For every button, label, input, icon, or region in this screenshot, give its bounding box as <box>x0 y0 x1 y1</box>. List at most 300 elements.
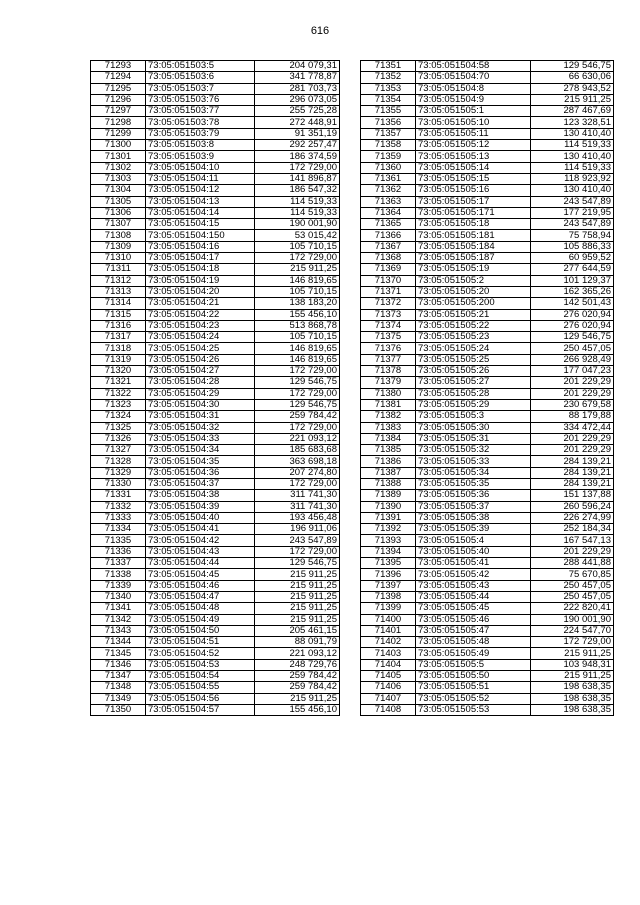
row-number-cell: 71315 <box>91 309 146 320</box>
row-number-cell: 71310 <box>91 253 146 264</box>
cadastral-number-cell: 73:05:051504:25 <box>146 343 255 354</box>
table-row <box>361 411 614 422</box>
row-number-cell: 71298 <box>91 117 146 128</box>
row-number-cell: 71359 <box>361 151 416 162</box>
cadastral-value-cell: 201 229,29 <box>531 388 614 399</box>
table-row <box>361 558 614 569</box>
cadastral-number-cell: 73:05:051504:11 <box>146 173 255 184</box>
cadastral-value-cell: 243 547,89 <box>255 535 340 546</box>
table-row <box>91 207 340 218</box>
cadastral-value-cell: 193 456,48 <box>255 512 340 523</box>
cadastral-value-cell: 190 001,90 <box>255 219 340 230</box>
row-number-cell: 71397 <box>361 580 416 591</box>
cadastral-value-cell: 277 644,59 <box>531 264 614 275</box>
table-row <box>91 298 340 309</box>
row-number-cell: 71348 <box>91 682 146 693</box>
cadastral-number-cell: 73:05:051504:57 <box>146 704 255 715</box>
table-row <box>361 478 614 489</box>
row-number-cell: 71325 <box>91 422 146 433</box>
cadastral-value-cell: 138 183,20 <box>255 298 340 309</box>
cadastral-value-cell: 141 896,87 <box>255 173 340 184</box>
cadastral-number-cell: 73:05:051505:30 <box>416 422 531 433</box>
cadastral-value-cell: 341 778,87 <box>255 72 340 83</box>
cadastral-number-cell: 73:05:051505:12 <box>416 140 531 151</box>
cadastral-value-cell: 215 911,25 <box>255 693 340 704</box>
cadastral-value-cell: 513 868,78 <box>255 320 340 331</box>
row-number-cell: 71349 <box>91 693 146 704</box>
row-number-cell: 71314 <box>91 298 146 309</box>
table-row <box>361 162 614 173</box>
table-row <box>91 558 340 569</box>
table-row <box>91 253 340 264</box>
cadastral-number-cell: 73:05:051505:47 <box>416 625 531 636</box>
cadastral-number-cell: 73:05:051504:24 <box>146 332 255 343</box>
table-row <box>361 546 614 557</box>
cadastral-number-cell: 73:05:051504:70 <box>416 72 531 83</box>
cadastral-number-cell: 73:05:051504:12 <box>146 185 255 196</box>
table-row <box>361 275 614 286</box>
table-row <box>91 535 340 546</box>
cadastral-number-cell: 73:05:051503:76 <box>146 94 255 105</box>
cadastral-value-cell: 172 729,00 <box>255 546 340 557</box>
table-row <box>361 241 614 252</box>
table-row <box>91 117 340 128</box>
cadastral-number-cell: 73:05:051505:1 <box>416 106 531 117</box>
table-row <box>91 625 340 636</box>
cadastral-value-cell: 198 638,35 <box>531 682 614 693</box>
cadastral-value-cell: 250 457,05 <box>531 343 614 354</box>
row-number-cell: 71388 <box>361 478 416 489</box>
cadastral-number-cell: 73:05:051504:19 <box>146 275 255 286</box>
cadastral-value-cell: 186 374,59 <box>255 151 340 162</box>
cadastral-value-cell: 88 179,88 <box>531 411 614 422</box>
row-number-cell: 71395 <box>361 558 416 569</box>
table-row <box>361 354 614 365</box>
table-row <box>361 704 614 715</box>
table-row <box>91 366 340 377</box>
table-row <box>361 264 614 275</box>
row-number-cell: 71347 <box>91 671 146 682</box>
row-number-cell: 71365 <box>361 219 416 230</box>
table-row <box>91 546 340 557</box>
table-row <box>361 591 614 602</box>
cadastral-number-cell: 73:05:051504:31 <box>146 411 255 422</box>
row-number-cell: 71352 <box>361 72 416 83</box>
cadastral-value-cell: 224 547,70 <box>531 625 614 636</box>
cadastral-value-cell: 259 784,42 <box>255 682 340 693</box>
table-row <box>361 106 614 117</box>
row-number-cell: 71387 <box>361 467 416 478</box>
table-row <box>91 61 340 72</box>
cadastral-value-cell: 114 519,33 <box>255 207 340 218</box>
cadastral-value-cell: 172 729,00 <box>531 637 614 648</box>
cadastral-value-cell: 172 729,00 <box>255 478 340 489</box>
table-row <box>91 591 340 602</box>
table-row <box>91 286 340 297</box>
row-number-cell: 71328 <box>91 456 146 467</box>
table-row <box>91 388 340 399</box>
table-row <box>91 72 340 83</box>
cadastral-number-cell: 73:05:051505:45 <box>416 603 531 614</box>
cadastral-number-cell: 73:05:051504:23 <box>146 320 255 331</box>
table-row <box>361 196 614 207</box>
cadastral-value-cell: 221 093,12 <box>255 433 340 444</box>
cadastral-number-cell: 73:05:051505:15 <box>416 173 531 184</box>
cadastral-value-cell: 172 729,00 <box>255 253 340 264</box>
row-number-cell: 71339 <box>91 580 146 591</box>
cadastral-number-cell: 73:05:051504:56 <box>146 693 255 704</box>
row-number-cell: 71362 <box>361 185 416 196</box>
table-row <box>91 94 340 105</box>
row-number-cell: 71303 <box>91 173 146 184</box>
cadastral-number-cell: 73:05:051505:28 <box>416 388 531 399</box>
table-row <box>361 399 614 410</box>
cadastral-number-cell: 73:05:051504:8 <box>416 83 531 94</box>
cadastral-value-cell: 215 911,25 <box>255 591 340 602</box>
row-number-cell: 71343 <box>91 625 146 636</box>
cadastral-value-cell: 53 015,42 <box>255 230 340 241</box>
cadastral-value-cell: 243 547,89 <box>531 196 614 207</box>
cadastral-value-cell: 146 819,65 <box>255 275 340 286</box>
cadastral-number-cell: 73:05:051505:43 <box>416 580 531 591</box>
cadastral-value-cell: 221 093,12 <box>255 648 340 659</box>
cadastral-value-cell: 114 519,33 <box>531 162 614 173</box>
cadastral-number-cell: 73:05:051505:4 <box>416 535 531 546</box>
cadastral-value-cell: 204 079,31 <box>255 61 340 72</box>
cadastral-number-cell: 73:05:051504:38 <box>146 490 255 501</box>
table-row <box>361 580 614 591</box>
right-cadastral-table <box>360 60 614 716</box>
row-number-cell: 71374 <box>361 320 416 331</box>
table-row <box>91 648 340 659</box>
row-number-cell: 71301 <box>91 151 146 162</box>
table-row <box>361 422 614 433</box>
cadastral-value-cell: 146 819,65 <box>255 354 340 365</box>
row-number-cell: 71334 <box>91 524 146 535</box>
row-number-cell: 71371 <box>361 286 416 297</box>
table-row <box>91 343 340 354</box>
row-number-cell: 71356 <box>361 117 416 128</box>
cadastral-value-cell: 311 741,30 <box>255 501 340 512</box>
cadastral-number-cell: 73:05:051505:17 <box>416 196 531 207</box>
cadastral-number-cell: 73:05:051504:41 <box>146 524 255 535</box>
row-number-cell: 71406 <box>361 682 416 693</box>
cadastral-number-cell: 73:05:051505:51 <box>416 682 531 693</box>
table-row <box>361 625 614 636</box>
table-row <box>91 456 340 467</box>
cadastral-value-cell: 105 710,15 <box>255 286 340 297</box>
cadastral-value-cell: 105 710,15 <box>255 332 340 343</box>
cadastral-value-cell: 201 229,29 <box>531 445 614 456</box>
page-number: 616 <box>310 25 330 37</box>
cadastral-value-cell: 105 710,15 <box>255 241 340 252</box>
cadastral-value-cell: 155 456,10 <box>255 309 340 320</box>
cadastral-number-cell: 73:05:051505:50 <box>416 671 531 682</box>
row-number-cell: 71302 <box>91 162 146 173</box>
cadastral-value-cell: 215 911,25 <box>255 603 340 614</box>
table-row <box>361 433 614 444</box>
cadastral-number-cell: 73:05:051505:2 <box>416 275 531 286</box>
row-number-cell: 71336 <box>91 546 146 557</box>
table-row <box>361 366 614 377</box>
cadastral-value-cell: 123 328,51 <box>531 117 614 128</box>
table-row <box>91 264 340 275</box>
cadastral-number-cell: 73:05:051504:49 <box>146 614 255 625</box>
cadastral-value-cell: 281 703,73 <box>255 83 340 94</box>
cadastral-number-cell: 73:05:051505:38 <box>416 512 531 523</box>
cadastral-value-cell: 259 784,42 <box>255 411 340 422</box>
row-number-cell: 71340 <box>91 591 146 602</box>
cadastral-number-cell: 73:05:051504:27 <box>146 366 255 377</box>
row-number-cell: 71353 <box>361 83 416 94</box>
table-row <box>361 456 614 467</box>
row-number-cell: 71378 <box>361 366 416 377</box>
cadastral-value-cell: 130 410,40 <box>531 128 614 139</box>
row-number-cell: 71403 <box>361 648 416 659</box>
table-row <box>361 501 614 512</box>
cadastral-value-cell: 222 820,41 <box>531 603 614 614</box>
cadastral-value-cell: 278 943,52 <box>531 83 614 94</box>
table-row <box>361 524 614 535</box>
cadastral-number-cell: 73:05:051504:58 <box>416 61 531 72</box>
cadastral-number-cell: 73:05:051504:36 <box>146 467 255 478</box>
cadastral-value-cell: 207 274,80 <box>255 467 340 478</box>
row-number-cell: 71294 <box>91 72 146 83</box>
row-number-cell: 71402 <box>361 637 416 648</box>
row-number-cell: 71364 <box>361 207 416 218</box>
cadastral-value-cell: 248 729,76 <box>255 659 340 670</box>
row-number-cell: 71400 <box>361 614 416 625</box>
cadastral-number-cell: 73:05:051504:28 <box>146 377 255 388</box>
table-row <box>91 185 340 196</box>
cadastral-number-cell: 73:05:051504:9 <box>416 94 531 105</box>
cadastral-number-cell: 73:05:051505:187 <box>416 253 531 264</box>
cadastral-number-cell: 73:05:051505:181 <box>416 230 531 241</box>
row-number-cell: 71342 <box>91 614 146 625</box>
left-table-body <box>91 61 340 716</box>
row-number-cell: 71393 <box>361 535 416 546</box>
row-number-cell: 71367 <box>361 241 416 252</box>
table-row <box>361 603 614 614</box>
table-row <box>361 151 614 162</box>
cadastral-number-cell: 73:05:051505:10 <box>416 117 531 128</box>
table-row <box>361 298 614 309</box>
cadastral-value-cell: 201 229,29 <box>531 377 614 388</box>
row-number-cell: 71366 <box>361 230 416 241</box>
row-number-cell: 71307 <box>91 219 146 230</box>
cadastral-number-cell: 73:05:051504:43 <box>146 546 255 557</box>
row-number-cell: 71408 <box>361 704 416 715</box>
cadastral-value-cell: 215 911,25 <box>255 614 340 625</box>
cadastral-number-cell: 73:05:051505:11 <box>416 128 531 139</box>
table-row <box>91 512 340 523</box>
table-row <box>91 377 340 388</box>
row-number-cell: 71355 <box>361 106 416 117</box>
table-row <box>91 580 340 591</box>
table-row <box>361 343 614 354</box>
cadastral-value-cell: 75 670,85 <box>531 569 614 580</box>
row-number-cell: 71399 <box>361 603 416 614</box>
cadastral-number-cell: 73:05:051505:21 <box>416 309 531 320</box>
cadastral-value-cell: 215 911,25 <box>255 569 340 580</box>
cadastral-number-cell: 73:05:051505:171 <box>416 207 531 218</box>
cadastral-value-cell: 201 229,29 <box>531 546 614 557</box>
row-number-cell: 71308 <box>91 230 146 241</box>
table-row <box>361 535 614 546</box>
row-number-cell: 71404 <box>361 659 416 670</box>
cadastral-number-cell: 73:05:051505:52 <box>416 693 531 704</box>
cadastral-value-cell: 276 020,94 <box>531 309 614 320</box>
cadastral-value-cell: 114 519,33 <box>531 140 614 151</box>
cadastral-number-cell: 73:05:051505:49 <box>416 648 531 659</box>
cadastral-number-cell: 73:05:051503:6 <box>146 72 255 83</box>
row-number-cell: 71384 <box>361 433 416 444</box>
cadastral-value-cell: 284 139,21 <box>531 456 614 467</box>
table-row <box>361 72 614 83</box>
table-row <box>91 524 340 535</box>
cadastral-value-cell: 91 351,19 <box>255 128 340 139</box>
row-number-cell: 71375 <box>361 332 416 343</box>
table-row <box>361 693 614 704</box>
cadastral-number-cell: 73:05:051505:40 <box>416 546 531 557</box>
table-row <box>361 94 614 105</box>
table-row <box>361 173 614 184</box>
cadastral-number-cell: 73:05:051504:150 <box>146 230 255 241</box>
cadastral-number-cell: 73:05:051504:39 <box>146 501 255 512</box>
cadastral-value-cell: 129 546,75 <box>531 61 614 72</box>
row-number-cell: 71338 <box>91 569 146 580</box>
cadastral-number-cell: 73:05:051505:31 <box>416 433 531 444</box>
table-row <box>361 219 614 230</box>
table-row <box>361 659 614 670</box>
row-number-cell: 71373 <box>361 309 416 320</box>
table-row <box>91 399 340 410</box>
table-row <box>91 196 340 207</box>
table-row <box>91 241 340 252</box>
table-row <box>361 61 614 72</box>
table-row <box>91 162 340 173</box>
table-row <box>91 173 340 184</box>
cadastral-value-cell: 215 911,25 <box>531 94 614 105</box>
table-row <box>361 671 614 682</box>
table-row <box>91 332 340 343</box>
cadastral-number-cell: 73:05:051504:45 <box>146 569 255 580</box>
cadastral-number-cell: 73:05:051504:47 <box>146 591 255 602</box>
cadastral-number-cell: 73:05:051504:52 <box>146 648 255 659</box>
cadastral-number-cell: 73:05:051505:22 <box>416 320 531 331</box>
cadastral-value-cell: 272 448,91 <box>255 117 340 128</box>
cadastral-number-cell: 73:05:051505:20 <box>416 286 531 297</box>
cadastral-number-cell: 73:05:051505:53 <box>416 704 531 715</box>
cadastral-number-cell: 73:05:051505:46 <box>416 614 531 625</box>
table-row <box>91 354 340 365</box>
cadastral-number-cell: 73:05:051505:35 <box>416 478 531 489</box>
table-row <box>91 693 340 704</box>
cadastral-number-cell: 73:05:051505:3 <box>416 411 531 422</box>
row-number-cell: 71322 <box>91 388 146 399</box>
row-number-cell: 71377 <box>361 354 416 365</box>
cadastral-value-cell: 215 911,25 <box>531 648 614 659</box>
row-number-cell: 71394 <box>361 546 416 557</box>
cadastral-value-cell: 284 139,21 <box>531 478 614 489</box>
cadastral-value-cell: 75 758,94 <box>531 230 614 241</box>
row-number-cell: 71293 <box>91 61 146 72</box>
cadastral-value-cell: 118 923,92 <box>531 173 614 184</box>
row-number-cell: 71386 <box>361 456 416 467</box>
cadastral-value-cell: 142 501,43 <box>531 298 614 309</box>
row-number-cell: 71295 <box>91 83 146 94</box>
row-number-cell: 71358 <box>361 140 416 151</box>
row-number-cell: 71332 <box>91 501 146 512</box>
row-number-cell: 71320 <box>91 366 146 377</box>
cadastral-number-cell: 73:05:051504:20 <box>146 286 255 297</box>
cadastral-value-cell: 172 729,00 <box>255 162 340 173</box>
row-number-cell: 71369 <box>361 264 416 275</box>
cadastral-value-cell: 101 129,37 <box>531 275 614 286</box>
cadastral-value-cell: 103 948,31 <box>531 659 614 670</box>
row-number-cell: 71396 <box>361 569 416 580</box>
cadastral-number-cell: 73:05:051505:19 <box>416 264 531 275</box>
row-number-cell: 71381 <box>361 399 416 410</box>
table-row <box>91 467 340 478</box>
cadastral-number-cell: 73:05:051504:48 <box>146 603 255 614</box>
table-row <box>91 501 340 512</box>
cadastral-value-cell: 276 020,94 <box>531 320 614 331</box>
table-row <box>91 569 340 580</box>
cadastral-number-cell: 73:05:051504:17 <box>146 253 255 264</box>
cadastral-number-cell: 73:05:051505:34 <box>416 467 531 478</box>
cadastral-number-cell: 73:05:051504:18 <box>146 264 255 275</box>
row-number-cell: 71350 <box>91 704 146 715</box>
cadastral-number-cell: 73:05:051505:200 <box>416 298 531 309</box>
table-row <box>91 682 340 693</box>
cadastral-number-cell: 73:05:051504:37 <box>146 478 255 489</box>
row-number-cell: 71398 <box>361 591 416 602</box>
cadastral-number-cell: 73:05:051504:15 <box>146 219 255 230</box>
table-row <box>361 185 614 196</box>
table-row <box>91 603 340 614</box>
table-row <box>361 569 614 580</box>
cadastral-number-cell: 73:05:051505:26 <box>416 366 531 377</box>
row-number-cell: 71382 <box>361 411 416 422</box>
row-number-cell: 71401 <box>361 625 416 636</box>
row-number-cell: 71333 <box>91 512 146 523</box>
cadastral-number-cell: 73:05:051504:10 <box>146 162 255 173</box>
table-row <box>91 614 340 625</box>
table-row <box>361 309 614 320</box>
row-number-cell: 71354 <box>361 94 416 105</box>
cadastral-number-cell: 73:05:051505:5 <box>416 659 531 670</box>
table-row <box>91 151 340 162</box>
cadastral-number-cell: 73:05:051505:184 <box>416 241 531 252</box>
cadastral-value-cell: 287 467,69 <box>531 106 614 117</box>
row-number-cell: 71392 <box>361 524 416 535</box>
table-row <box>361 253 614 264</box>
row-number-cell: 71368 <box>361 253 416 264</box>
row-number-cell: 71383 <box>361 422 416 433</box>
row-number-cell: 71326 <box>91 433 146 444</box>
cadastral-number-cell: 73:05:051504:32 <box>146 422 255 433</box>
cadastral-value-cell: 363 698,18 <box>255 456 340 467</box>
cadastral-number-cell: 73:05:051504:14 <box>146 207 255 218</box>
cadastral-number-cell: 73:05:051505:41 <box>416 558 531 569</box>
cadastral-value-cell: 259 784,42 <box>255 671 340 682</box>
cadastral-value-cell: 266 928,49 <box>531 354 614 365</box>
row-number-cell: 71309 <box>91 241 146 252</box>
cadastral-number-cell: 73:05:051504:26 <box>146 354 255 365</box>
row-number-cell: 71297 <box>91 106 146 117</box>
table-row <box>361 332 614 343</box>
